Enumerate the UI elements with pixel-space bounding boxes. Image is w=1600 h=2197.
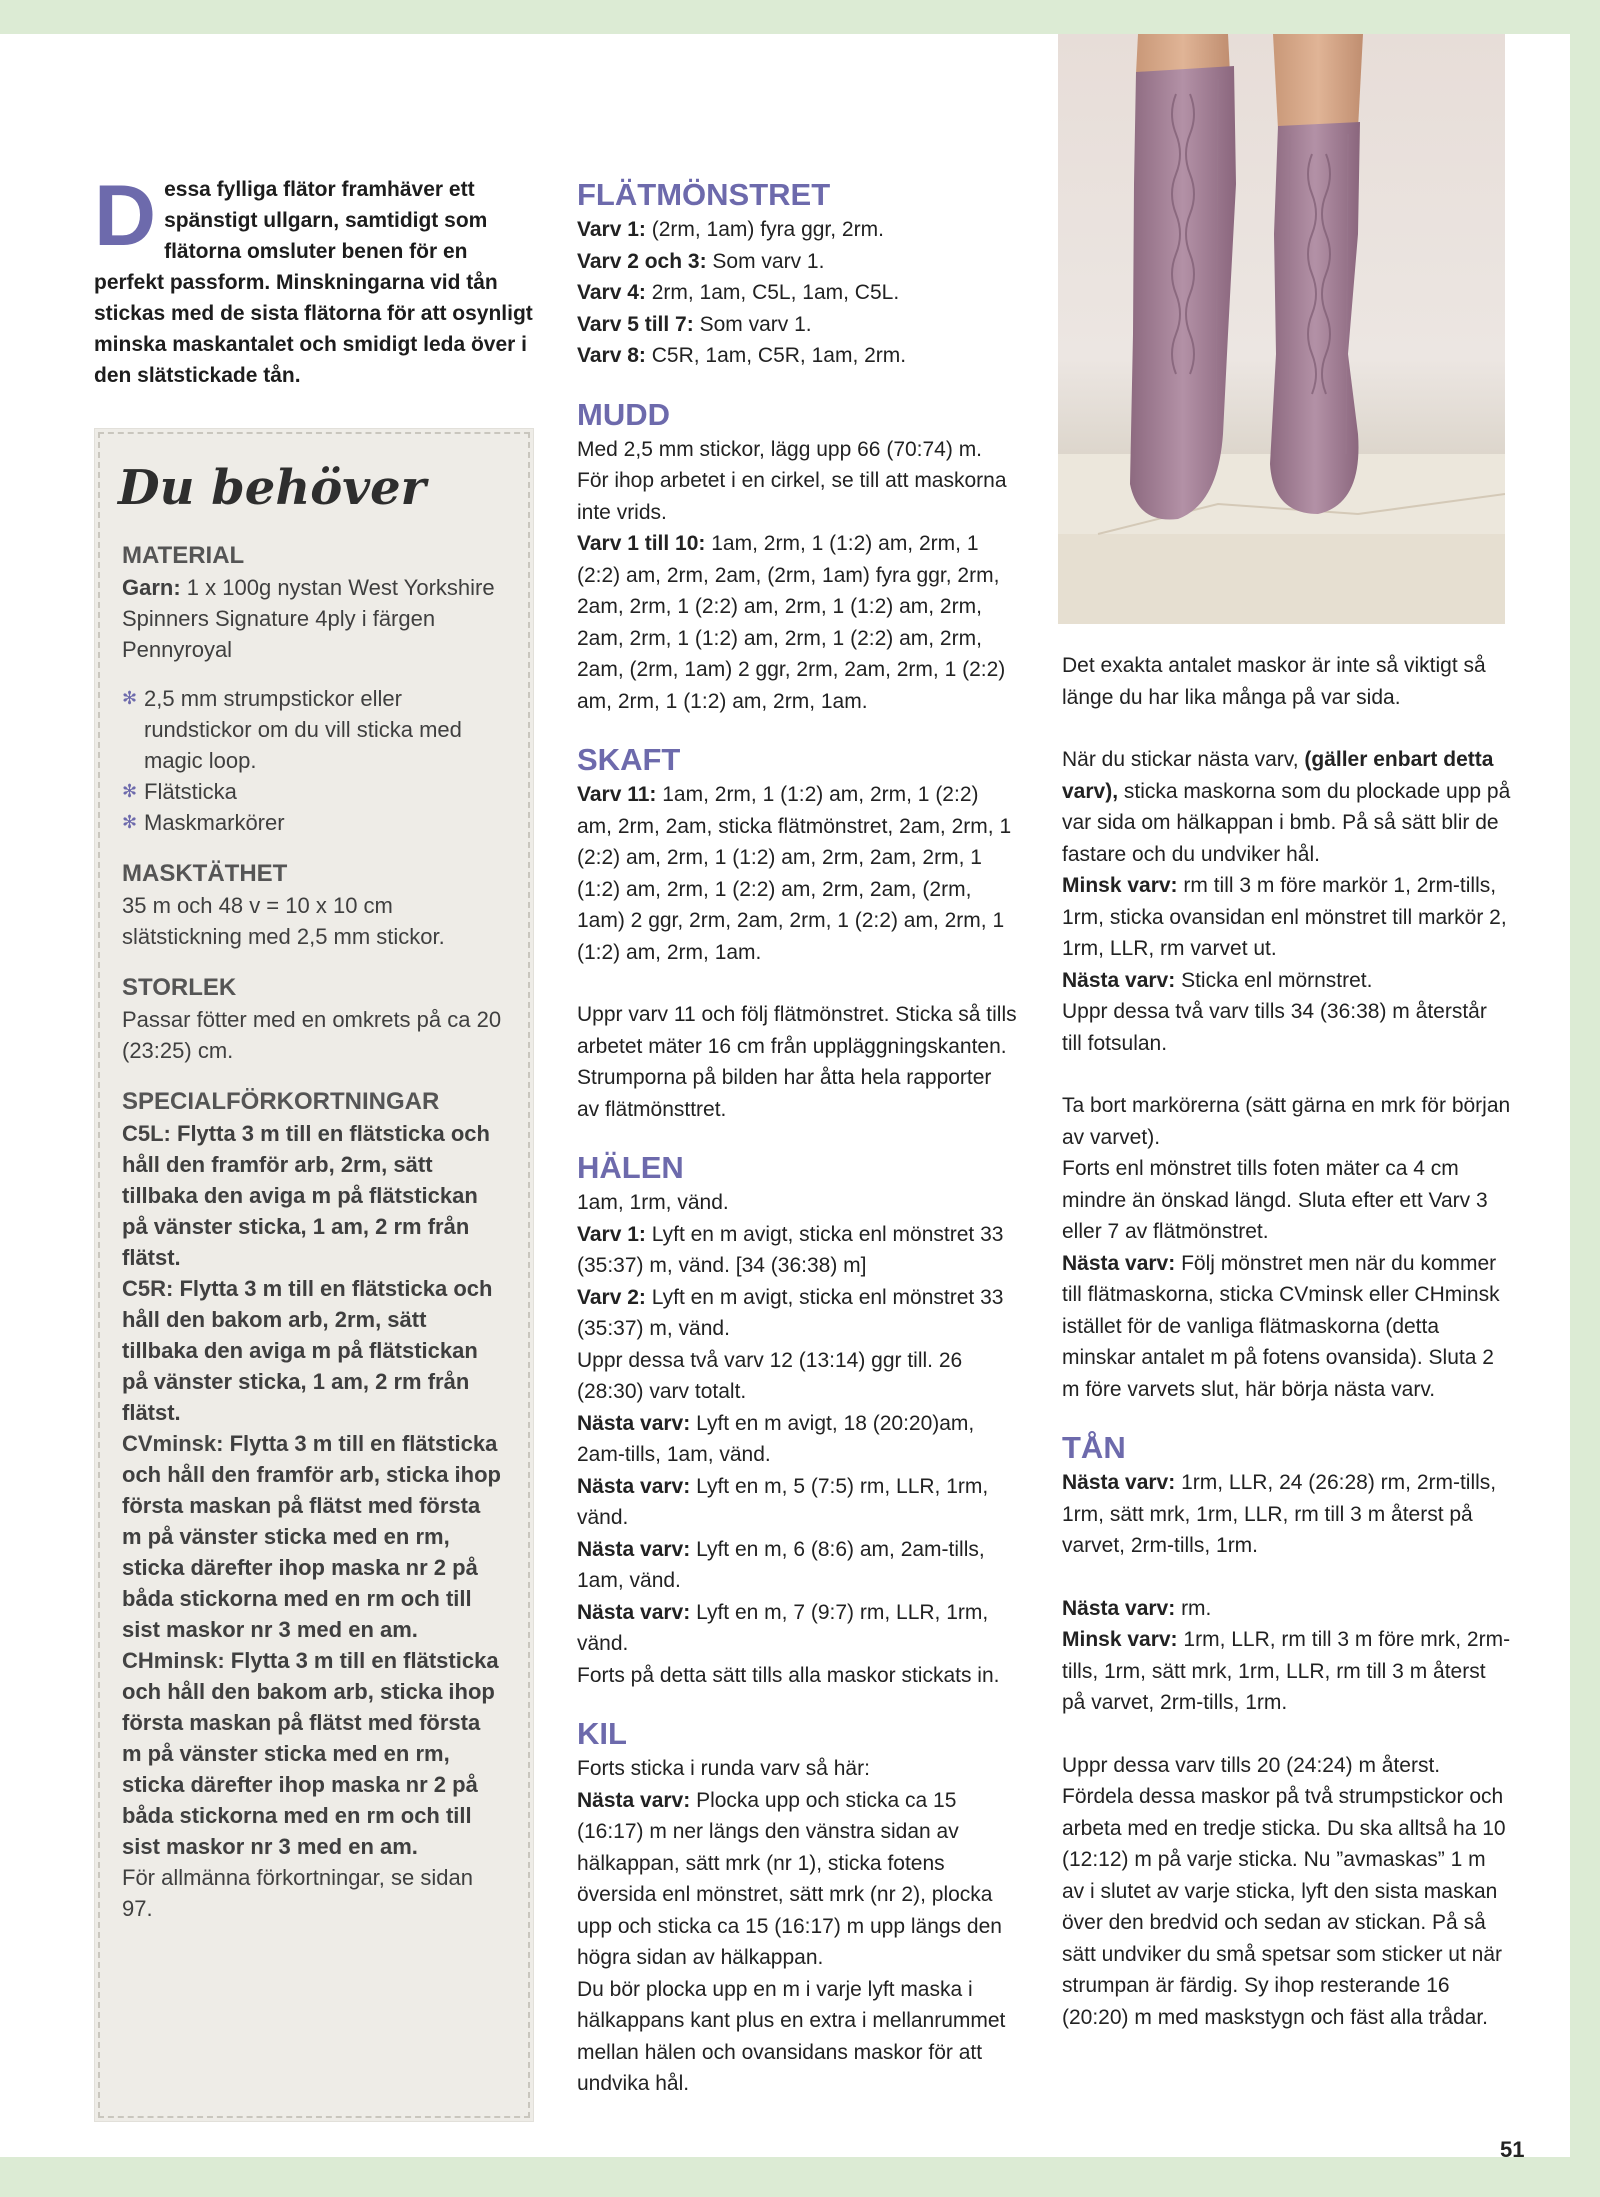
right-note-3: Ta bort markörerna (sätt gärna en mrk för början av varvet). <box>1062 1094 1511 1149</box>
row-text: 1rm, LLR, 24 (26:28) rm, 2rm-tills, 1rm, sätt mrk, 1rm, LLR, rm till 3 m återst på varvet, 2rm-tills, 1rm. <box>1062 1471 1497 1557</box>
pattern-row <box>577 309 1017 341</box>
row-text: 1am, 2rm, 1 (1:2) am, 2rm, 1 (2:2) am, 2rm, 2am, sticka flätmönstret, 2am, 2rm, 1 (2:2) am, 2rm, 1 (1:2) am, 2rm, 2am, 2rm, 1 (1:2) am, 2rm, 1 (2:2) am, 2rm, 2am, (2rm, 1am) 2 ggr, 2rm, 2am, 2rm, 1 (2:2) am, 2rm, 1 (1:2) am, 2rm, 1am. <box>577 783 1012 964</box>
pattern-row <box>577 1345 1017 1408</box>
halen-intro: 1am, 1rm, vänd. <box>577 1191 729 1214</box>
right-repeat: Uppr dessa två varv tills 34 (36:38) m återstår till fotsulan. <box>1062 1000 1487 1055</box>
materials-box <box>94 428 534 2122</box>
row-text: 2rm, 1am, C5L, 1am, C5L. <box>645 281 900 304</box>
row-label: Nästa varv: <box>1062 968 1176 992</box>
row-label: Varv 4: <box>577 281 646 304</box>
row-label: Varv 11: <box>577 783 657 806</box>
pattern-row <box>1062 870 1512 965</box>
row-text: Lyft en m, 7 (9:7) rm, LLR, 1rm, vänd. <box>577 1600 989 1655</box>
materials-box-title: Du behöver <box>118 460 426 516</box>
pattern-row <box>1062 1624 1512 1719</box>
socks-illustration <box>1058 34 1505 624</box>
abbrev-term: C5L: <box>122 1121 171 1146</box>
skaft-heading: SKAFT <box>577 742 681 777</box>
row-text: Lyft en m avigt, sticka enl mönstret 33 (35:37) m, vänd. [34 (36:38) m] <box>577 1222 1004 1277</box>
row-label: Nästa varv: <box>577 1788 691 1812</box>
row-label: Nästa varv: <box>1062 1251 1176 1275</box>
box-footer: För allmänna förkortningar, se sidan 97. <box>122 1865 473 1921</box>
flatmonstret-heading: FLÄTMÖNSTRET <box>577 177 831 212</box>
row-label: Nästa varv: <box>577 1537 691 1561</box>
pattern-row <box>1062 1248 1512 1406</box>
storlek-heading: STORLEK <box>122 974 237 1001</box>
row-text: 1am, 2rm, 1 (1:2) am, 2rm, 1 (2:2) am, 2rm, 2am, (2rm, 1am) fyra ggr, 2rm, 2am, 2rm, 1 (2:2) am, 2rm, 1 (1:2) am, 2rm, 2am, 2rm, 1 (1:2) am, 2rm, 1 (2:2) am, 2rm, 2am, (2rm, 1am) 2 ggr, 2rm, 2am, 2rm, 1 (2:2) am, 2rm, 1 (1:2) am, 2rm, 1am. <box>577 532 1006 713</box>
kil-heading: KIL <box>577 1716 627 1751</box>
pattern-row <box>577 1660 1017 1692</box>
skaft-note: Uppr varv 11 och följ flätmönstret. Sticka så tills arbetet mäter 16 cm från uppläggningskanten. Strumporna på bilden har åtta hela rapporter av flätmönsttret. <box>577 1003 1017 1121</box>
note-bold: (gäller enbart detta varv), <box>1062 748 1494 803</box>
page-number: 51 <box>1500 2137 1525 2162</box>
tan-heading: TÅN <box>1062 1430 1126 1465</box>
abbrev-chminsk <box>122 1645 502 1862</box>
special-heading: SPECIALFÖRKORTNINGAR <box>122 1088 440 1115</box>
row-label: Minsk varv: <box>1062 874 1178 897</box>
row-label: Varv 5 till 7: <box>577 312 694 336</box>
right-note-4: Forts enl mönstret tills foten mäter ca 4 cm mindre än önskad längd. Sluta efter ett Varv 3 eller 7 av flätmönstret. <box>1062 1157 1488 1243</box>
row-text: Lyft en m avigt, sticka enl mönstret 33 (35:37) m, vänd. <box>577 1285 1004 1340</box>
row-label: Nästa varv: <box>1062 1596 1176 1620</box>
list-item: ✻ Flätsticka <box>122 776 502 807</box>
pattern-row <box>577 1408 1017 1471</box>
pattern-row <box>577 1219 1017 1282</box>
material-heading: MATERIAL <box>122 542 245 569</box>
column-right <box>1062 650 1512 2033</box>
socks-photo <box>1058 34 1505 624</box>
pattern-row <box>577 779 1017 968</box>
row-text: Lyft en m, 5 (7:5) rm, LLR, 1rm, vänd. <box>577 1474 989 1529</box>
pattern-row <box>577 214 1017 246</box>
page-frame-top <box>0 0 1600 34</box>
material-list <box>122 683 502 838</box>
pattern-row <box>577 1534 1017 1597</box>
row-label: Varv 2: <box>577 1285 646 1309</box>
masktathet-text: 35 m och 48 v = 10 x 10 cm slätstickning med 2,5 mm stickor. <box>122 893 445 949</box>
right-note-2 <box>1062 744 1512 870</box>
row-text: Lyft en m, 6 (8:6) am, 2am-tills, 1am, vänd. <box>577 1537 985 1592</box>
magazine-page <box>0 34 1570 2162</box>
pattern-row <box>577 340 1017 372</box>
abbrev-term: CHminsk: <box>122 1648 225 1673</box>
row-text: rm. <box>1175 1596 1212 1620</box>
page-frame-bottom <box>0 2157 1600 2197</box>
pattern-row <box>1062 1467 1512 1562</box>
row-text: C5R, 1am, C5R, 1am, 2rm. <box>645 344 907 367</box>
abbrev-text: Flytta 3 m till en flätsticka och håll den framför arb, sticka ihop första maskan på flätst med första m på vänster sticka med en rm, sticka därefter ihop maska nr 2 på båda stickorna med en rm och till sist maskor nr 3 med en am. <box>122 1431 501 1642</box>
masktathet-heading: MASKTÄTHET <box>122 860 288 887</box>
note-text: sticka maskorna som du plockade upp på var sida om hälkappan i bmb. På så sätt blir de fastare och du undviker hål. <box>1062 779 1511 866</box>
intro-paragraph <box>94 168 534 391</box>
pattern-row <box>577 246 1017 278</box>
row-text: Lyft en m avigt, 18 (20:20)am, 2am-tills, 1am, vänd. <box>577 1411 975 1466</box>
abbrev-cvminsk <box>122 1428 502 1645</box>
row-label: Nästa varv: <box>1062 1471 1176 1494</box>
abbrev-term: CVminsk: <box>122 1431 224 1456</box>
row-text: Sticka enl mörnstret. <box>1175 968 1373 992</box>
note-text: När du stickar nästa varv, <box>1062 748 1305 771</box>
row-text: rm till 3 m före markör 1, 2rm-tills, 1rm, sticka ovansidan enl mönstret till markör 2, 1rm, LLR, rm varvet ut. <box>1062 874 1507 960</box>
pattern-row <box>577 1597 1017 1660</box>
pattern-row <box>577 1282 1017 1345</box>
abbrev-text: Flytta 3 m till en flätsticka och håll den bakom arb, 2rm, sätt tillbaka den aviga m på flätstickan på vänster sticka, 1 am, 2 rm från flätst. <box>122 1276 493 1425</box>
row-label: Varv 1 till 10: <box>577 532 706 555</box>
row-text: Som varv 1. <box>706 249 825 273</box>
kil-intro: Forts sticka i runda varv så här: <box>577 1757 870 1780</box>
row-label: Nästa varv: <box>577 1600 691 1624</box>
row-text: (2rm, 1am) fyra ggr, 2rm. <box>645 218 884 241</box>
intro-text: essa fylliga flätor framhäver ett spänstigt ullgarn, samtidigt som flätorna omsluter benen för en perfekt passform. Minskningarna vid tån stickas med de sista flätorna för att osynligt minska maskantalet och smidigt leda över i den slätstickade tån. <box>94 178 533 387</box>
abbrev-c5r <box>122 1273 502 1428</box>
list-item: ✻ Maskmarkörer <box>122 807 502 838</box>
garn-text: 1 x 100g nystan West Yorkshire Spinners Signature 4ply i färgen Pennyroyal <box>122 575 495 662</box>
intro-dropcap: D <box>94 168 157 264</box>
storlek-text: Passar fötter med en omkrets på ca 20 (23:25) cm. <box>122 1007 502 1063</box>
pattern-row <box>577 1785 1017 1974</box>
row-label: Nästa varv: <box>577 1474 691 1498</box>
halen-heading: HÄLEN <box>577 1150 684 1185</box>
row-label: Varv 8: <box>577 344 646 367</box>
row-label: Varv 1: <box>577 218 646 241</box>
materials-box-content <box>118 458 502 1924</box>
pattern-row <box>577 528 1017 717</box>
pattern-row <box>1062 965 1512 997</box>
row-label: Minsk varv: <box>1062 1628 1178 1651</box>
pattern-row <box>1062 1593 1512 1625</box>
column-middle <box>577 176 1017 2100</box>
abbrev-text: Flytta 3 m till en flätsticka och håll den bakom arb, sticka ihop första maskan på flätst med första m på vänster sticka med en rm, sticka därefter ihop maska nr 2 på båda stickorna med en rm och till sist maskor nr 3 med en am. <box>122 1648 499 1859</box>
right-note-1: Det exakta antalet maskor är inte så viktigt så länge du har lika många på var sida. <box>1062 654 1486 709</box>
row-label: Nästa varv: <box>577 1411 691 1435</box>
abbrev-term: C5R: <box>122 1276 174 1301</box>
row-text: Forts på detta sätt tills alla maskor stickats in. <box>577 1663 1000 1687</box>
abbrev-c5l <box>122 1118 502 1273</box>
row-text: Följ mönstret men när du kommer till flätmaskorna, sticka CVminsk eller CHminsk istället för de vanliga flätmaskorna (detta minskar antalet m på fotens ovansida). Sluta 2 m före varvets slut, här börja nästa varv. <box>1062 1251 1500 1401</box>
tan-finish: Uppr dessa varv tills 20 (24:24) m återst. Fördela dessa maskor på två strumpstickor och arbeta med en tredje sticka. Du ska alltså ha 10 (12:12) m på varje sticka. Nu ”avmaskas” 1 m av i slutet av varje sticka, lyft den sista maskan över den bredvid och sedan av stickan. På så sätt undviker du små spetsar som sticker ut när strumpan är färdig. Sy ihop resterande 16 (20:20) m med maskstygn och fäst alla trådar. <box>1062 1753 1506 2029</box>
row-label: Varv 2 och 3: <box>577 249 707 273</box>
row-text: Som varv 1. <box>693 312 812 336</box>
row-text: Plocka upp och sticka ca 15 (16:17) m ner längs den vänstra sidan av hälkappan, sätt mrk (nr 1), sticka fotens översida enl mönstret, sätt mrk (nr 2), plocka upp och sticka ca 15 (16:17) m upp längs den högra sidan av hälkappan. <box>577 1788 1002 1969</box>
mudd-heading: MUDD <box>577 396 670 432</box>
abbrev-text: Flytta 3 m till en flätsticka och håll den framför arb, 2rm, sätt tillbaka den aviga m på flätstickan på vänster sticka, 1 am, 2 rm från flätst. <box>122 1121 490 1270</box>
row-text: 1rm, LLR, rm till 3 m före mrk, 2rm-tills, 1rm, sätt mrk, 1rm, LLR, rm till 3 m återst på varvet, 2rm-tills, 1rm. <box>1062 1628 1511 1714</box>
pattern-row <box>577 277 1017 309</box>
garn-label: Garn: <box>122 575 181 600</box>
pattern-row <box>577 1471 1017 1534</box>
kil-note: Du bör plocka upp en m i varje lyft maska i hälkappans kant plus en extra i mellanrummet mellan hälen och ovansidans maskor för att undvika hål. <box>577 1977 1006 2095</box>
row-label: Varv 1: <box>577 1222 646 1246</box>
page-frame-right <box>1570 0 1600 2197</box>
row-text: Uppr dessa två varv 12 (13:14) ggr till. 26 (28:30) varv totalt. <box>577 1348 963 1403</box>
material-garn <box>122 572 502 665</box>
mudd-intro: Med 2,5 mm stickor, lägg upp 66 (70:74) m. För ihop arbetet i en cirkel, se till att maskorna inte vrids. <box>577 437 1007 524</box>
list-item: ✻ 2,5 mm strumpstickor eller rundstickor om du vill sticka med magic loop. <box>122 683 502 776</box>
